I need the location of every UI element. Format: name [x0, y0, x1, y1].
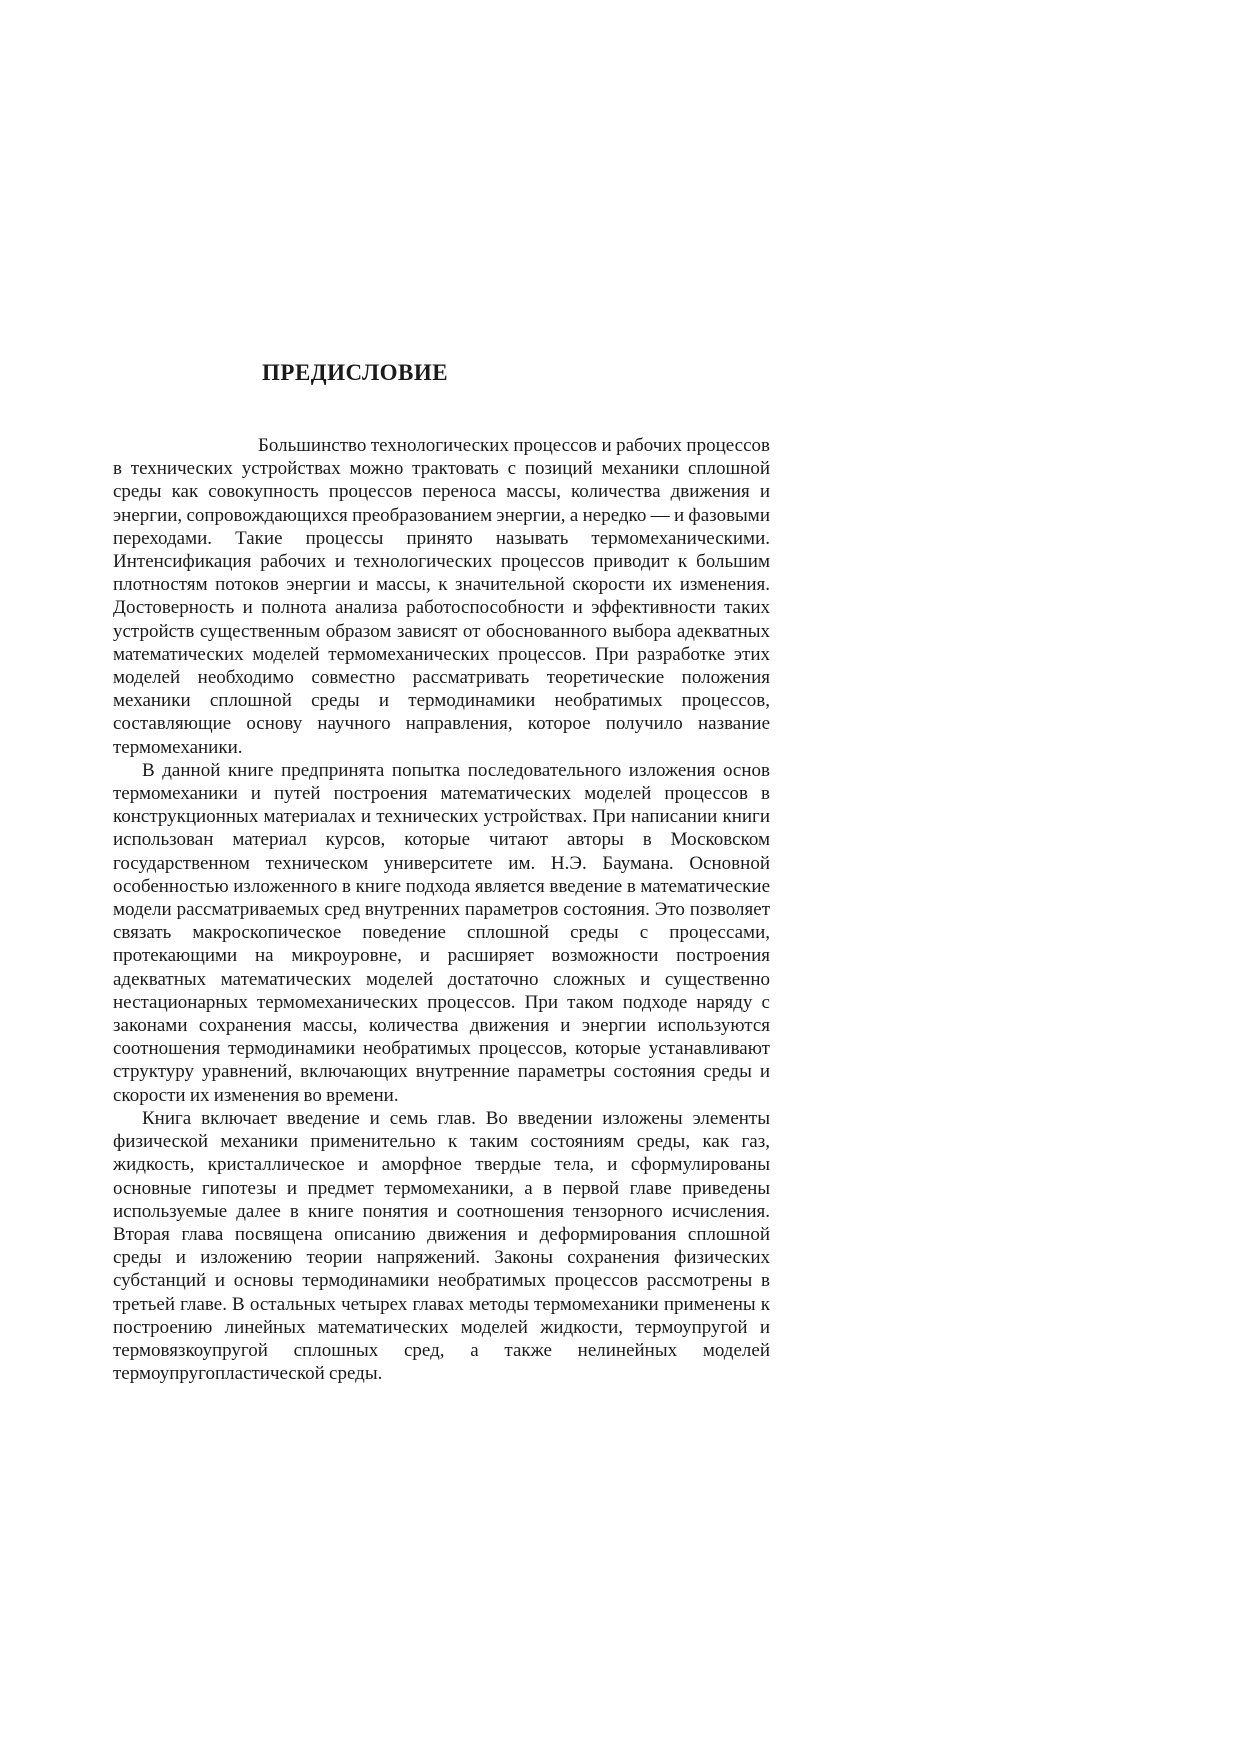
preface-paragraph-3: Книга включает введение и семь глав. Во введении изложены элементы физической механики применительно к таким состояниям среды, как газ, жидкость, кристаллическое и аморфное твердые тела, и сформулированы основные гипотезы и предмет термомеханики, а в первой главе приведены используемые далее в книге понятия и соотношения тензорного исчисления. Вторая глава посвящена описанию движения и деформирования сплошной среды и изложению теории напряжений. Законы сохранения физических субстанций и основы термодинамики необратимых процессов рассмотрены в третьей главе. В остальных четырех главах методы термомеханики применены к построению линейных математических моделей жидкости, термоупругой и термовязкоупругой сплошных сред, а также нелинейных моделей термоупругопластической среды. — [113, 1107, 770, 1385]
preface-heading: ПРЕДИСЛОВИЕ — [262, 360, 449, 385]
preface-paragraph-1: Большинство технологических процессов и рабочих процессов в технических устройствах можно трактовать с позиций механики сплошной среды как совокупность процессов переноса массы, количества движения и энергии, сопровождающихся преобразованием энергии, а нередко — и фазовыми переходами. Такие процессы принято называть термомеханическими. Интенсификация рабочих и технологических процессов приводит к большим плотностям потоков энергии и массы, к значительной скорости их изменения. Достоверность и полнота анализа работоспособности и эффективности таких устройств существенным образом зависят от обоснованного выбора адекватных математических моделей термомеханических процессов. При разработке этих моделей необходимо совместно рассматривать теоретические положения механики сплошной среды и термодинамики необратимых процессов, составляющие основу научного направления, которое получило название термомеханики. — [113, 435, 770, 758]
preface-body — [113, 434, 770, 1385]
preface-paragraph-2: В данной книге предпринята попытка последовательного изложения основ термомеханики и путей построения математических моделей процессов в конструкционных материалах и технических устройствах. При написании книги использован материал курсов, которые читают авторы в Московском государственном техническом университете им. Н.Э. Баумана. Основной особенностью изложенного в книге подхода является введение в математические модели рассматриваемых сред внутренних параметров состояния. Это позволяет связать макроскопическое поведение сплошной среды с процессами, протекающими на микроуровне, и расширяет возможности построения адекватных математических моделей достаточно сложных и существенно нестационарных термомеханических процессов. При таком подходе наряду с законами сохранения массы, количества движения и энергии используются соотношения термодинамики необратимых процессов, которые устанавливают структуру уравнений, включающих внутренние параметры состояния среды и скорости их изменения во времени. — [113, 759, 770, 1106]
